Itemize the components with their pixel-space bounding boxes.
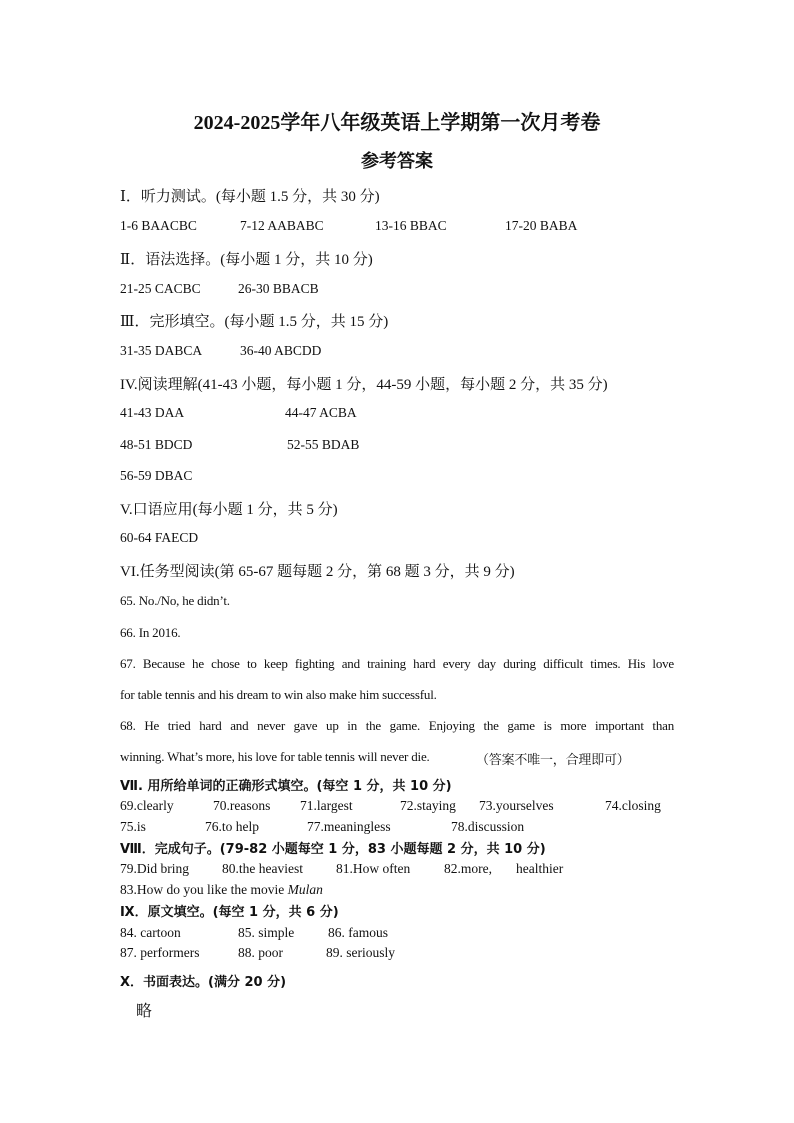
answer-item: 88. poor [238,945,283,960]
answer-item: 13-16 BBAC [375,218,447,233]
page-title: 2024-2025学年八年级英语上学期第一次月考卷 [193,112,601,134]
answer-item: 87. performers [120,945,200,960]
answer-item: 76.to help [205,819,259,834]
answer-item: 60-64 FAECD [120,530,199,545]
answer-83 [120,882,323,898]
answer-item: 44-47 ACBA [285,405,357,420]
answer-item: healthier [516,861,564,876]
section-10-heading: X．书面表达。(满分 20 分) [120,975,287,990]
answer-item: 56-59 DBAC [120,468,193,483]
answer-66: 66. In 2016. [120,625,181,640]
answer-65: 65. No./No, he didn’t. [120,593,230,608]
answer-item: 82.more, [444,861,492,876]
answer-item: 85. simple [238,925,295,940]
answer-item: 1-6 BAACBC [120,218,197,233]
answer-item: 81.How often [336,861,411,876]
answer-item: 86. famous [328,925,388,940]
answer-item: 78.discussion [451,819,525,834]
answer-item: 80.the heaviest [222,861,303,876]
section-4-heading: IV.阅读理解(41-43 小题，每小题 1 分，44-59 小题，每小题 2 分，共 35 分) [120,377,608,393]
answer-item: 73.yourselves [479,798,554,813]
section-2-heading: Ⅱ．语法选择。(每小题 1 分，共 10 分) [120,252,373,268]
section-9-heading: Ⅸ．原文填空。(每空 1 分，共 6 分) [120,905,339,920]
answer-83-text: 83.How do you like the movie [120,882,288,897]
answer-67-line-2: for table tennis and his dream to win also make him successful. [120,687,437,702]
page-subtitle: 参考答案 [361,151,433,171]
answer-item: 41-43 DAA [120,405,185,420]
answer-item: 72.staying [400,798,456,813]
answer-item: 70.reasons [213,798,271,813]
answer-item: 36-40 ABCDD [240,343,322,358]
answer-item: 17-20 BABA [505,218,578,233]
answer-68-line-1: 68. He tried hard and never gave up in the game. Enjoying the game is more important than [120,718,674,733]
movie-title: Mulan [287,882,323,897]
answer-item: 79.Did bring [120,861,189,876]
answer-item: 7-12 AABABC [240,218,324,233]
answer-item: 31-35 DABCA [120,343,203,358]
answer-item: 74.closing [605,798,661,813]
answer-item: 71.largest [300,798,353,813]
section-1-heading: Ⅰ．听力测试。(每小题 1.5 分，共 30 分) [120,189,380,205]
section-6-heading: VI.任务型阅读(第 65-67 题每题 2 分，第 68 题 3 分，共 9 分) [120,564,515,580]
answer-item: 26-30 BBACB [238,281,319,296]
answer-item: 52-55 BDAB [287,437,360,452]
answer-67-line-1: 67. Because he chose to keep fighting and training hard every day during difficult times. His love [120,656,674,671]
answer-item: 48-51 BDCD [120,437,193,452]
answer-item: 21-25 CACBC [120,281,201,296]
section-5-heading: V.口语应用(每小题 1 分，共 5 分) [120,502,338,518]
answer-item: 69.clearly [120,798,174,813]
answer-68-note: （答案不唯一，合理即可） [476,752,630,767]
answer-item: 77.meaningless [307,819,391,834]
writing-answer: 略 [136,1003,153,1020]
answer-item: 89. seriously [326,945,395,960]
answer-item: 84. cartoon [120,925,181,940]
section-8-heading: Ⅷ．完成句子。(79-82 小题每空 1 分，83 小题每题 2 分，共 10 分) [120,842,546,857]
section-3-heading: Ⅲ．完形填空。(每小题 1.5 分，共 15 分) [120,314,389,330]
answer-68-line-2: winning. What’s more, his love for table tennis will never die. [120,749,430,764]
section-7-heading: Ⅶ. 用所给单词的正确形式填空。(每空 1 分，共 10 分) [120,779,452,794]
answer-item: 75.is [120,819,146,834]
